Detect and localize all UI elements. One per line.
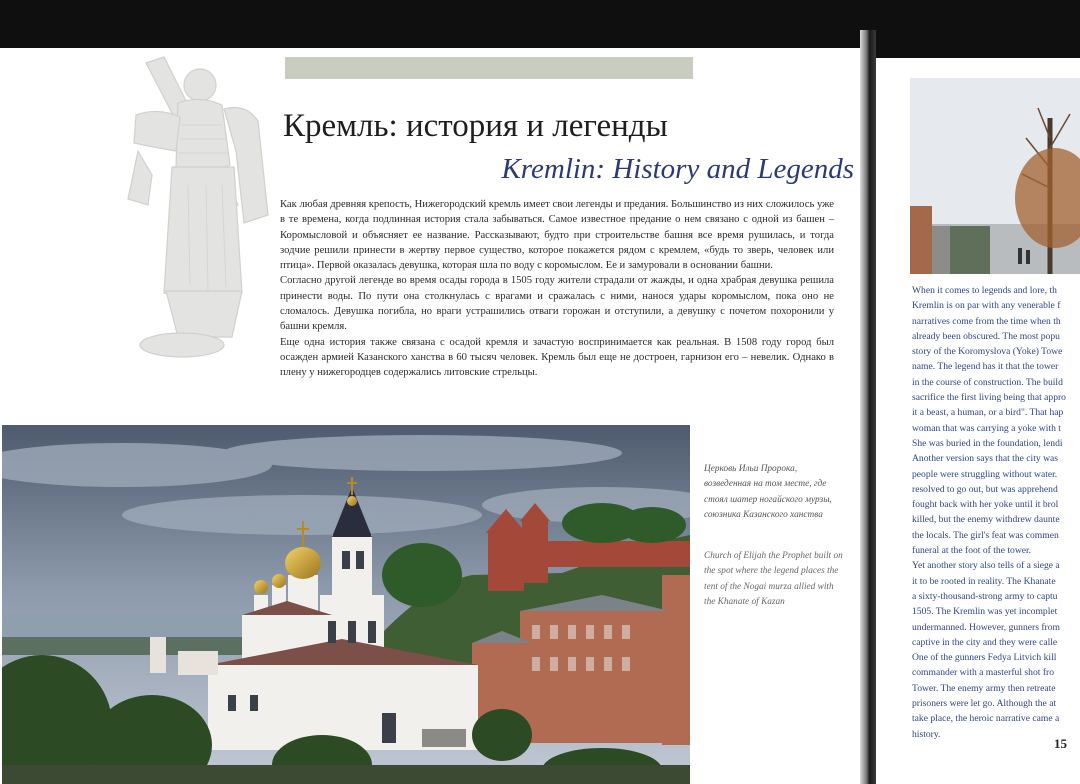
text-line: it to be rooted in reality. The Khanate [912, 575, 1056, 587]
text-line: already been obscured. The most popu [912, 330, 1060, 342]
title-decoration-bar [285, 57, 693, 79]
text-line: One of the gunners Fedya Litvich kill [912, 652, 1057, 664]
photo-caption-ru: Церковь Ильи Пророка, возведенная на том месте, где стоял шатер ногайского мурзы, союзника Казанского ханства [704, 464, 832, 520]
text-line: history. [912, 728, 941, 740]
page-number: 15 [1054, 736, 1067, 751]
body-text-ru [280, 197, 834, 381]
text-line: Another version says that the city was [912, 453, 1059, 465]
text-line: people were struggling without water. [912, 468, 1058, 480]
text-line: narratives come from the time when th [912, 315, 1061, 327]
text-line: take place, the heroic narrative came a [912, 713, 1060, 725]
angel-with-yoke-illustration [118, 55, 280, 365]
text-line: story of the Koromyslova (Yoke) Towe [912, 346, 1063, 358]
text-line: She was buried in the foundation, lendi [912, 437, 1063, 449]
paragraph: Как любая древняя крепость, Нижегородский кремль имеет свои легенды и предания. Большинство из них сложилось уже в те времена, когда подлинная история стала забываться. Самое известное предание о нем связано с одной из башен – Коромысловой и объясняет ее название. Рассказывают, будто при строительстве башня все время рушилась, и тогда зодчие решили принести в жертву первое существо, которое покажется рядом с кремлем, «будь то зверь, человек или птица». Первой оказалась девушка, которая шла по воду с коромыслом. Ее и замуровали в основании башни. [280, 199, 834, 272]
text-line: When it comes to legends and lore, th [912, 285, 1057, 296]
text-line: Kremlin is on par with any venerable f [912, 300, 1061, 312]
text-line: woman that was carrying a yoke with t [912, 422, 1061, 434]
text-line: a sixty-thousand-strong army to captu [912, 590, 1058, 602]
text-line: funeral at the foot of the tower. [912, 545, 1032, 557]
text-line: killed, but the enemy withdrew daunte [912, 514, 1060, 526]
text-line: 1505. The Kremlin was yet incomplet [912, 606, 1058, 618]
text-line: fought back with her yoke until it brol [912, 499, 1059, 511]
body-text-en [912, 283, 1080, 742]
photo-caption-en: Church of Elijah the Prophet built on the spot where the legend places the tent of the Nogai murza allied with the Khanate of Kazan [704, 551, 843, 607]
church-photo [2, 425, 690, 784]
text-line: Tower. The enemy army then retreate [912, 682, 1056, 694]
text-line: it a beast, a human, or a bird". That hap [912, 407, 1064, 419]
page-title-ru: Кремль: история и легенды [283, 108, 668, 144]
text-line: Yet another story also tells of a siege a [912, 560, 1060, 572]
paragraph: Согласно другой легенде во время осады города в 1505 году жители страдали от жажды, и одна храбрая девушка решила принести воды. По пути она столкнулась с врагами и сражалась с ними, нанося удары коромыслом, пока оно не сломалось. Девушка погибла, но враги устрашились отваги горожан и отступили, а девушку с почетом похоронили у башни кремля. [280, 275, 834, 333]
promenade-image [910, 78, 1080, 274]
text-line: in the course of construction. The build [912, 376, 1063, 388]
text-line: undermanned. However, gunners from [912, 621, 1061, 633]
book-gutter [860, 30, 876, 784]
right-page [876, 58, 1080, 784]
text-line: commander with a masterful shot fro [912, 667, 1054, 679]
text-line: the locals. The girl's feat was commen [912, 529, 1059, 541]
riverside-promenade-photo [910, 78, 1080, 274]
church-of-elijah-image [2, 425, 690, 784]
text-line: prisoners were let go. Although the at [912, 698, 1057, 710]
text-line: resolved to go out, but was apprehend [912, 483, 1058, 495]
text-line: sacrifice the first living being that appro [912, 392, 1066, 404]
page-title-en: Kremlin: History and Legends [501, 153, 854, 185]
text-line: name. The legend has it that the tower [912, 361, 1059, 373]
paragraph: Еще одна история также связана с осадой кремля и зачастую воспринимается как реальная. В 1508 году город был осажден армией Казанского ханства в 60 тысяч человек. Кремль был еще не достроен, гарнизон его – невелик. Однако в плену у нижегородцев содержались литовские стрельцы. [280, 336, 834, 379]
text-line: captive in the city and they were calle [912, 636, 1058, 648]
